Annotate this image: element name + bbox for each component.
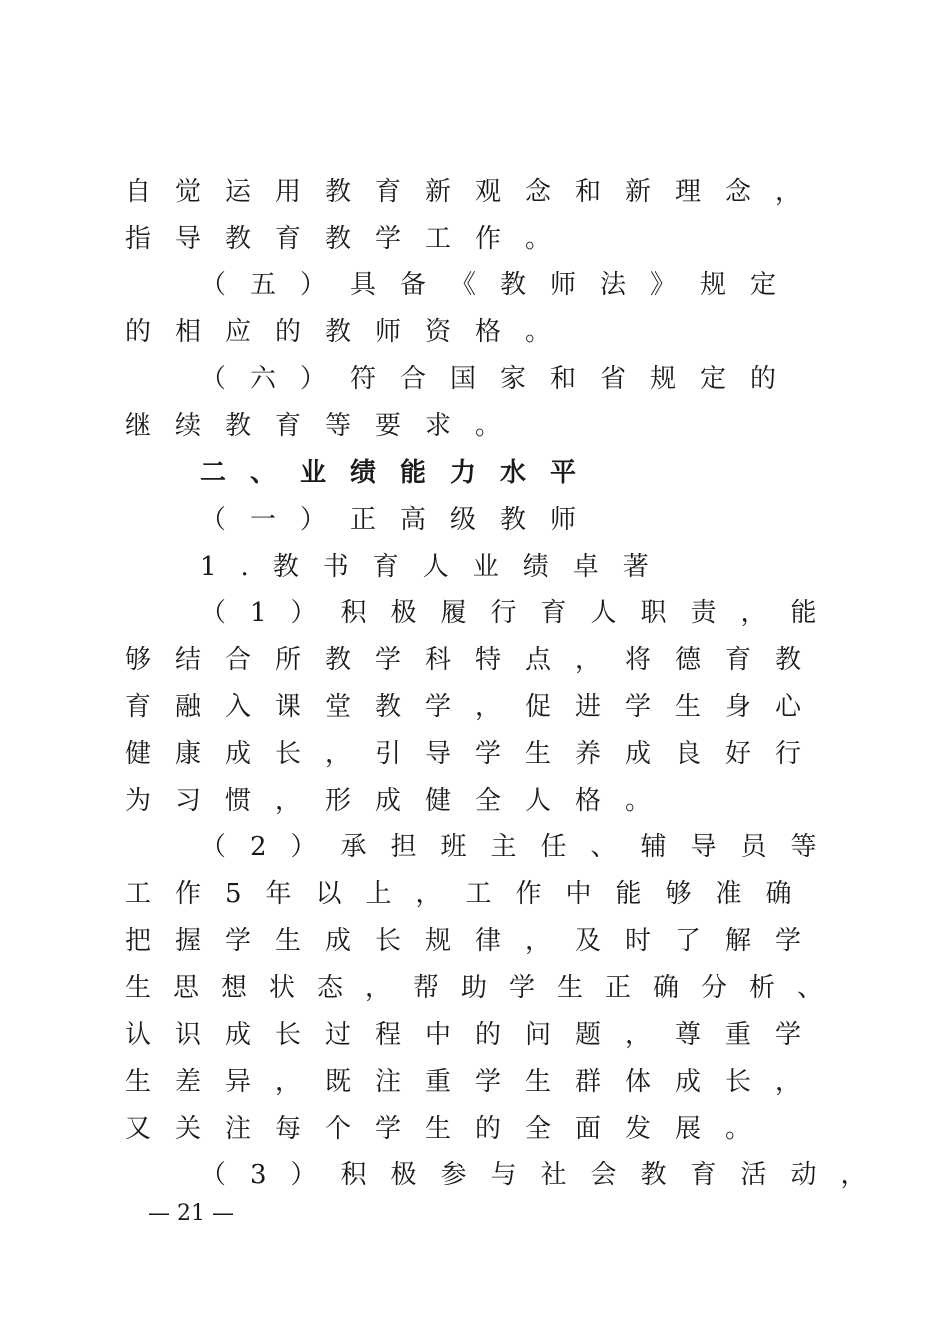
subsection-heading: （一）正高级教师 (200, 505, 601, 535)
text-line: 够结合所教学科特点，将德育教 (125, 645, 826, 675)
item-heading: 1.教书育人业绩卓著 (200, 552, 673, 582)
text-line: 育融入课堂教学，促进学生身心 (125, 692, 826, 722)
text-line: （3）积极参与社会教育活动， (200, 1160, 891, 1190)
text-line: 的相应的教师资格。 (125, 317, 576, 347)
text-line: 自觉运用教育新观念和新理念， (125, 177, 826, 207)
text-line: （六）符合国家和省规定的 (200, 364, 801, 394)
text-line: 生差异，既注重学生群体成长， (125, 1067, 826, 1097)
text-line: 为习惯，形成健全人格。 (125, 786, 676, 816)
text-line: （五）具备《教师法》规定 (200, 270, 801, 300)
text-line: 继续教育等要求。 (125, 411, 526, 441)
text-line: （1）积极履行育人职责，能 (200, 598, 841, 628)
text-line: 指导教育教学工作。 (125, 224, 576, 254)
text-line: 把握学生成长规律，及时了解学 (125, 926, 826, 956)
page-number: — 21 — (148, 1201, 234, 1226)
text-line: 又关注每个学生的全面发展。 (125, 1114, 776, 1144)
text-line: （2）承担班主任、辅导员等 (200, 832, 841, 862)
text-line: 工作5年以上，工作中能够准确 (125, 879, 816, 909)
section-heading: 二、业绩能力水平 (200, 458, 601, 488)
text-line: 健康成长，引导学生养成良好行 (125, 739, 826, 769)
text-line: 生思想状态，帮助学生正确分析、 (125, 973, 846, 1003)
text-line: 认识成长过程中的问题，尊重学 (125, 1020, 826, 1050)
